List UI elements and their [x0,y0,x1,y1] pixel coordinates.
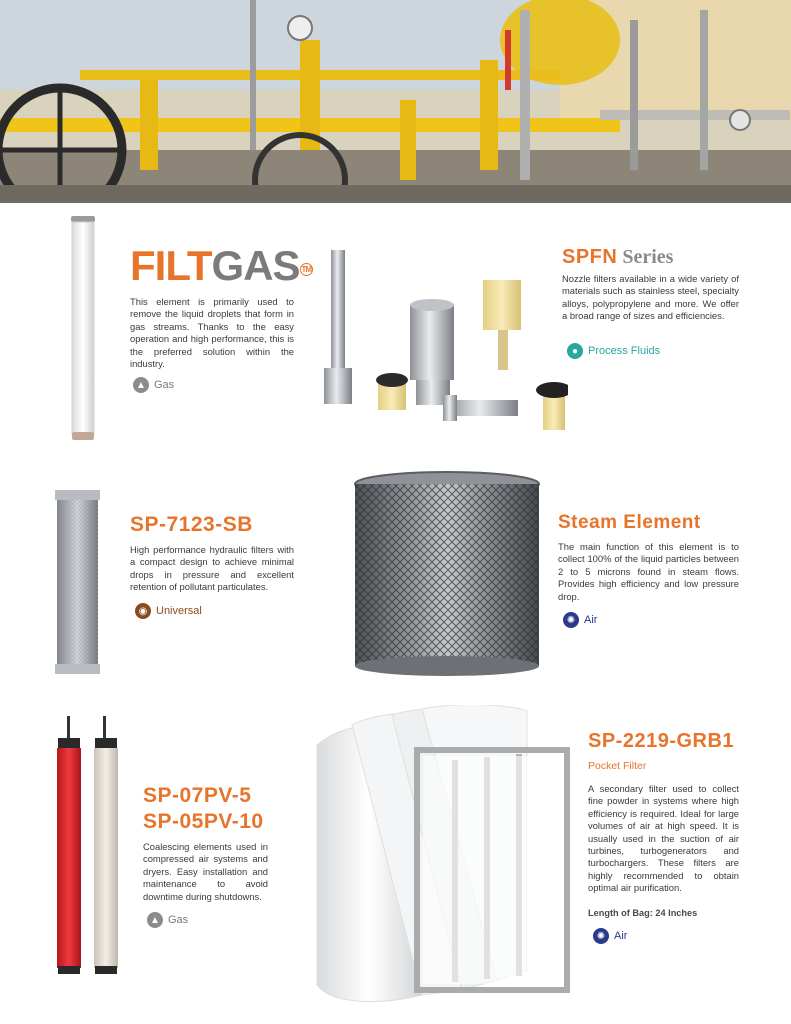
filtgas-cartridge-image [68,216,98,442]
filtgas-logo: FILTGAS ™ [130,242,312,289]
sp07pv-title-line1: SP-07PV-5 [143,784,252,807]
sp7123-description: High performance hydraulic filters with a compact design to achieve minimal drops in pressure and excellent retention of pollutant particulates. [130,544,294,593]
sp7123-cartridge-image [55,490,100,674]
sp7123-title: SP-7123-SB [130,513,253,536]
sp2219-subtitle: Pocket Filter [588,760,647,772]
hero-banner [0,0,791,203]
filtgas-description: This element is primarily used to remove the liquid droplets that form in gas streams. Thanks to the easy operation and high performance, this is the preferred solution within the industry. [130,296,294,370]
pipeline-illustration [0,0,791,203]
pocket-filter-image [312,705,580,1010]
spfn-tag: ● Process Fluids [567,343,660,359]
flame-icon: ▲ [147,912,163,928]
sp07pv-description: Coalescing elements used in compressed air systems and dryers. Easy installation and maintenance to avoid downtime during shutdowns. [143,841,268,902]
sp07pv-title-line2: SP-05PV-10 [143,810,264,833]
globe-icon: ◉ [135,603,151,619]
flame-icon: ▲ [133,377,149,393]
spfn-title: SPFN Series [562,246,674,268]
steam-tag: ✺ Air [563,612,597,628]
sp7123-tag: ◉ Universal [135,603,202,619]
spfn-description: Nozzle filters available in a wide variety of materials such as stainless steel, specialty alloys, polypropylene and more. We offer a broad range of sizes and efficiencies. [562,273,739,322]
droplet-icon: ● [567,343,583,359]
fan-icon: ✺ [563,612,579,628]
sp2219-tag: ✺ Air [593,928,627,944]
sp07pv-tag: ▲ Gas [147,912,188,928]
sp2219-title: SP-2219-GRB1 [588,730,735,752]
filtgas-tag: ▲ Gas [133,377,174,393]
sp07pv-cartridges-image [52,716,124,976]
steam-description: The main function of this element is to collect 100% of the liquid particles between 2 to 5 microns found in steam flows. Provides high efficiency and low pressure drop. [558,541,739,602]
sp07pv-title [143,783,264,835]
steam-element-image [352,470,542,680]
sp2219-bag-length: Length of Bag: 24 Inches [588,908,698,918]
sp2219-description: A secondary filter used to collect fine powder in systems where high efficiency is required. Ideal for large volumes of air at high speed. It is usually used in the suction of air turbines, turbogenerators and turbochargers. These filters are highly recommended to obtain optimal air purification. [588,783,739,894]
fan-icon: ✺ [593,928,609,944]
spfn-nozzle-filters-image [318,240,568,440]
steam-title: Steam Element [558,512,701,533]
